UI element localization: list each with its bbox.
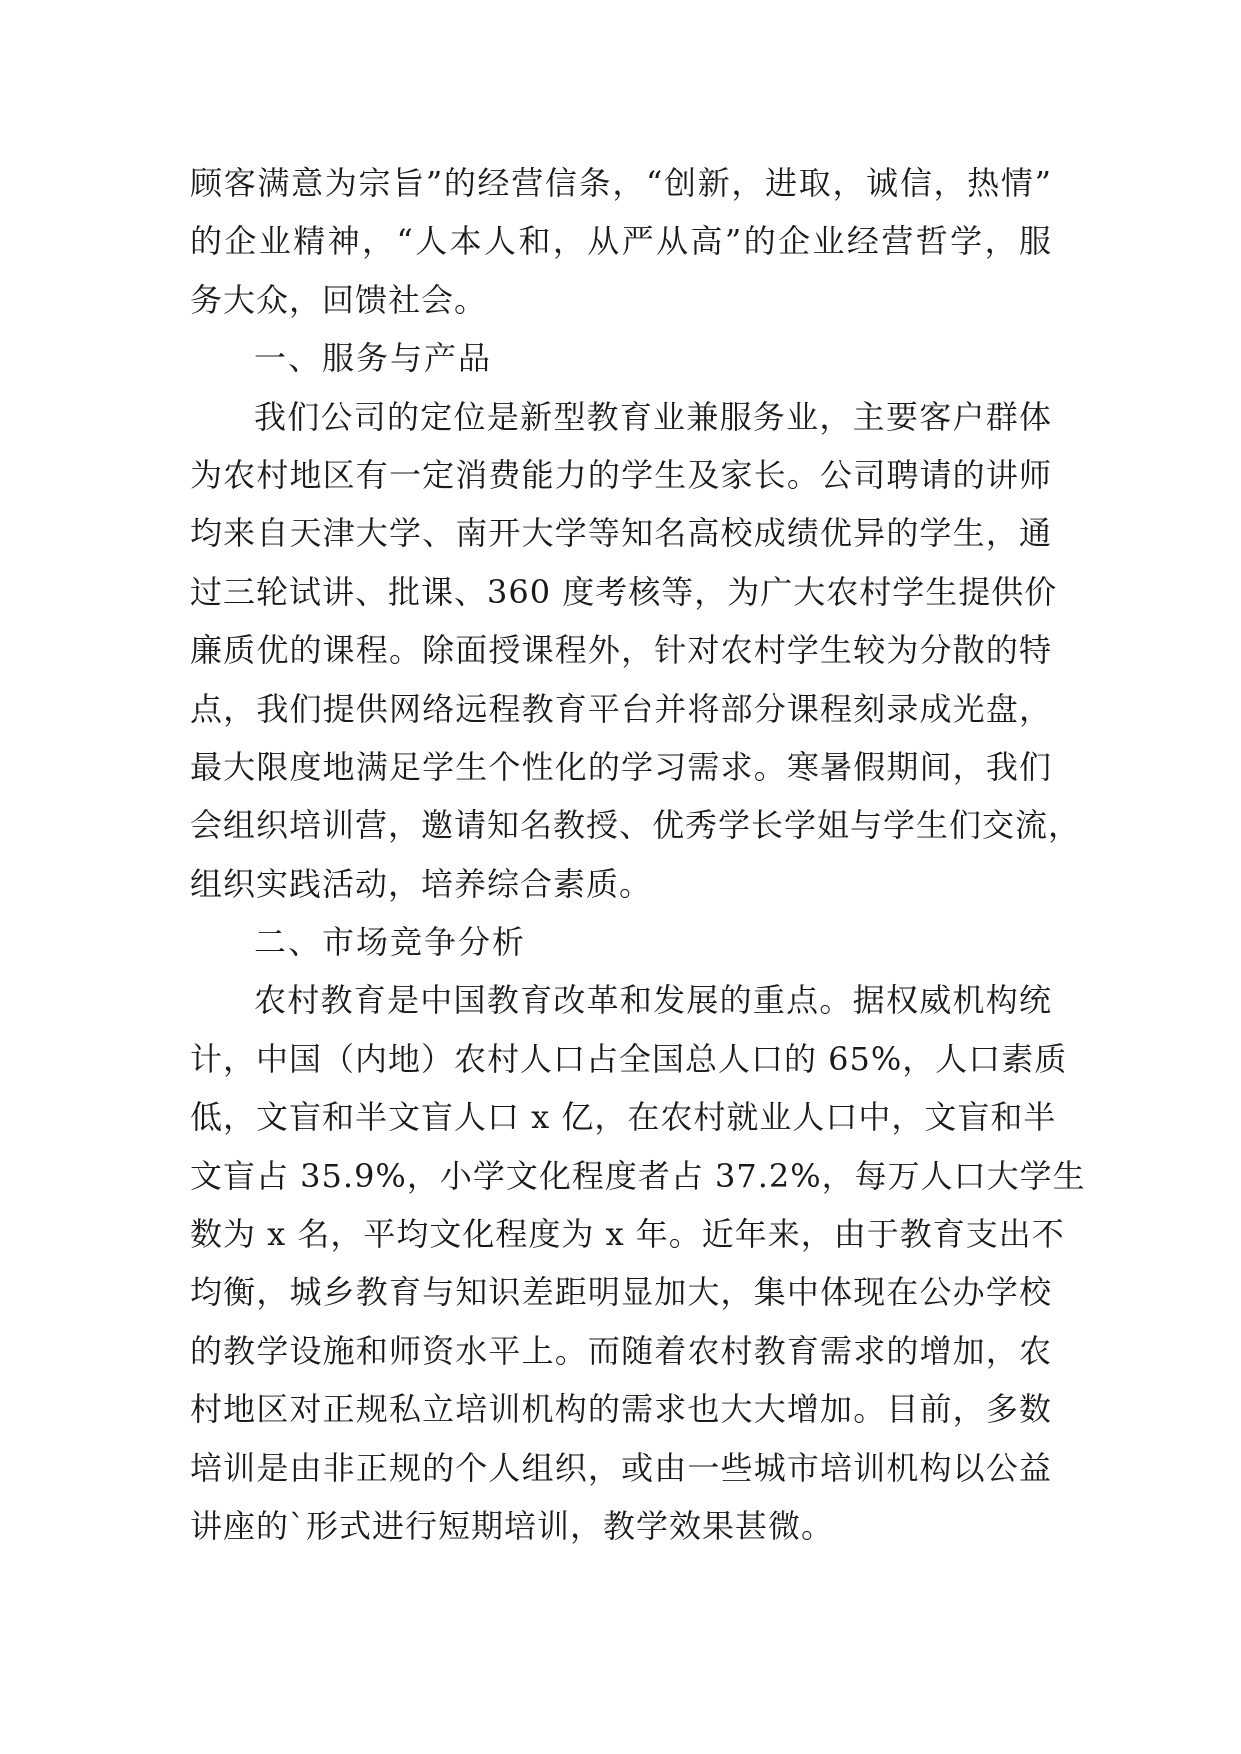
text-line: 均衡，城乡教育与知识差距明显加大，集中体现在公办学校 (190, 1273, 1052, 1312)
text-line: 均来自天津大学、南开大学等知名高校成绩优异的学生，通 (190, 514, 1052, 553)
text-line: 组织实践活动，培养综合素质。 (190, 864, 653, 903)
text-line: 为农村地区有一定消费能力的学生及家长。公司聘请的讲师 (190, 455, 1052, 494)
text-line: 文盲占 35.9%，小学文化程度者占 37.2%，每万人口大学生 (190, 1156, 1086, 1195)
intro-paragraph (190, 154, 1052, 329)
text-line: 的教学设施和师资水平上。而随着农村教育需求的增加，农 (190, 1331, 1052, 1370)
section2-paragraph (190, 971, 1086, 1555)
text-line: 最大限度地满足学生个性化的学习需求。寒暑假期间，我们 (190, 747, 1052, 786)
document-body (190, 154, 1086, 1555)
text-line: 培训是由非正规的个人组织，或由一些城市培训机构以公益 (190, 1448, 1052, 1487)
text-line: 农村教育是中国教育改革和发展的重点。据权威机构统 (254, 981, 1052, 1020)
text-line: 点，我们提供网络远程教育平台并将部分课程刻录成光盘， (190, 689, 1052, 728)
text-line: 讲座的`形式进行短期培训，教学效果甚微。 (190, 1506, 835, 1545)
text-line: 的企业精神，“人本人和，从严从高”的企业经营哲学，服 (190, 222, 1052, 261)
text-line: 会组织培训营，邀请知名教授、优秀学长学姐与学生们交流， (190, 806, 1082, 845)
text-line: 我们公司的定位是新型教育业兼服务业，主要客户群体 (254, 397, 1052, 436)
text-line: 计，中国（内地）农村人口占全国总人口的 65%，人口素质 (190, 1039, 1068, 1078)
text-line: 村地区对正规私立培训机构的需求也大大增加。目前，多数 (190, 1390, 1052, 1429)
text-line: 数为 x 名，平均文化程度为 x 年。近年来，由于教育支出不 (190, 1215, 1065, 1254)
text-line: 低，文盲和半文盲人口 x 亿，在农村就业人口中，文盲和半 (190, 1098, 1057, 1137)
text-line: 顾客满意为宗旨”的经营信条，“创新，进取，诚信，热情” (190, 164, 1052, 202)
text-line: 廉质优的课程。除面授课程外，针对农村学生较为分散的特 (190, 631, 1052, 670)
text-line: 过三轮试讲、批课、360 度考核等，为广大农村学生提供价 (190, 572, 1058, 611)
text-line: 务大众，回馈社会。 (190, 280, 488, 319)
section1-paragraph (190, 388, 1082, 914)
section-heading-market-analysis: 二、市场竞争分析 (254, 923, 527, 962)
section-heading-service-products: 一、服务与产品 (254, 339, 493, 378)
